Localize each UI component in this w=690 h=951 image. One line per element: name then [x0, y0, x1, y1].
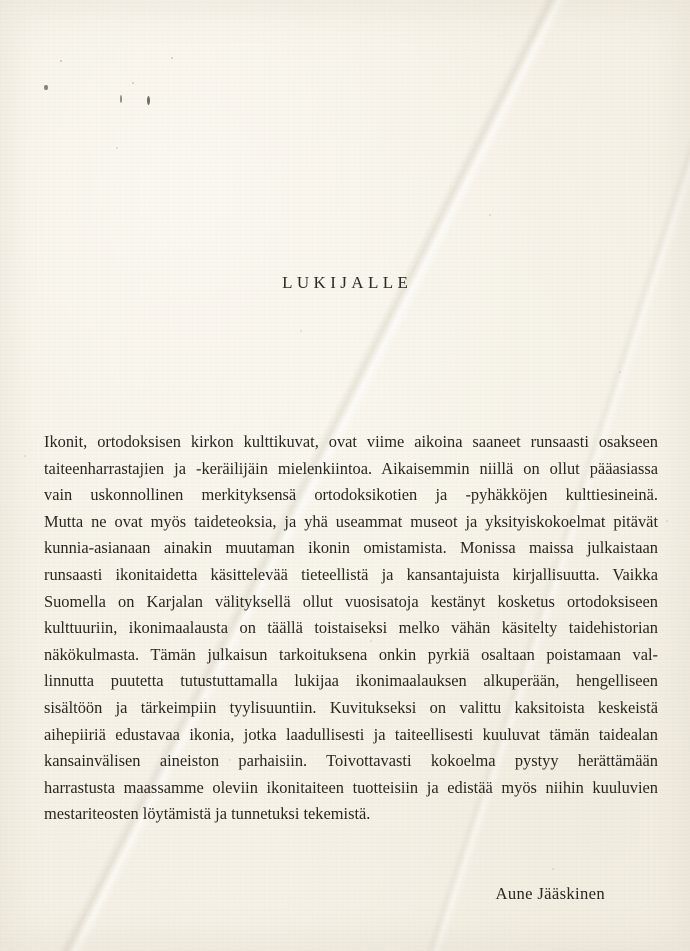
body-line: Mutta ne ovat myös taideteoksia, ja yhä useammat museot ja yksityiskokoelmat pitävät: [44, 511, 658, 531]
paper-fleck: [24, 455, 26, 457]
body-line: sisältöön ja tärkeimpiin tyylisuuntiin. Kuvitukseksi on valittu kaksitoista keskeistä: [44, 697, 658, 717]
body-line: runsaasti ikonitaidetta käsittelevää tieteellistä ja kansantajuista kirjallisuutta. Vaikka: [44, 564, 658, 584]
paper-fleck: [116, 147, 118, 149]
paper-fleck: [552, 868, 554, 870]
paper-fleck: [171, 57, 173, 59]
paper-fleck: [120, 95, 122, 103]
paper-fleck: [489, 214, 491, 216]
body-line: kunnia-asianaan ainakin muutaman ikonin omistamista. Monissa maissa julkaistaan: [44, 538, 658, 558]
paper-fleck: [300, 330, 302, 332]
paper-fleck: [44, 85, 48, 90]
body-line: mestariteosten löytämistä ja tunnetuksi tekemistä.: [44, 804, 371, 824]
preface-paragraph: [44, 429, 658, 828]
body-line: vain uskonnollinen merkityksensä ortodoksikotien ja -pyhäkköjen kulttiesineinä.: [44, 485, 658, 505]
paper-fleck: [666, 520, 668, 522]
body-line: näkökulmasta. Tämän julkaisun tarkoituksena onkin pyrkiä osaltaan poistamaan val-: [44, 644, 658, 664]
page-title: LUKIJALLE: [282, 273, 413, 293]
body-line: linnutta puutetta tutustuttamalla lukijaa ikonimaalauksen alkuperään, hengelliseen: [44, 671, 658, 691]
paper-fleck: [619, 371, 621, 373]
body-line: Ikonit, ortodoksisen kirkon kulttikuvat, ovat viime aikoina saaneet runsaasti osakseen: [44, 432, 658, 451]
paper-fleck: [132, 82, 134, 84]
body-line: kansainvälisen aineiston parhaisiin. Toivottavasti kokoelma pystyy herättämään: [44, 751, 658, 771]
paper-fleck: [147, 96, 150, 105]
paper-fleck: [60, 60, 62, 62]
body-line: kulttuuriin, ikonimaalausta on täällä toistaiseksi melko vähän käsitelty taidehistorian: [44, 618, 658, 638]
body-line: harrastusta maassamme oleviin ikonitaiteen tuotteisiin ja edistää myös niihin kuuluvien: [44, 777, 658, 797]
body-line: aihepiiriä edustavaa ikonia, jotka laadullisesti ja taiteellisesti kuuluvat tämän taidealan: [44, 724, 658, 744]
author-signature: Aune Jääskinen: [495, 884, 605, 903]
body-line: Suomella on Karjalan välityksellä ollut vuosisatoja kestänyt kosketus ortodoksiseen: [44, 591, 658, 611]
body-line: taiteenharrastajien ja -keräilijäin mielenkiintoa. Aikaisemmin niillä on ollut pääasiassa: [44, 458, 658, 478]
preface-body-text: [44, 429, 658, 828]
